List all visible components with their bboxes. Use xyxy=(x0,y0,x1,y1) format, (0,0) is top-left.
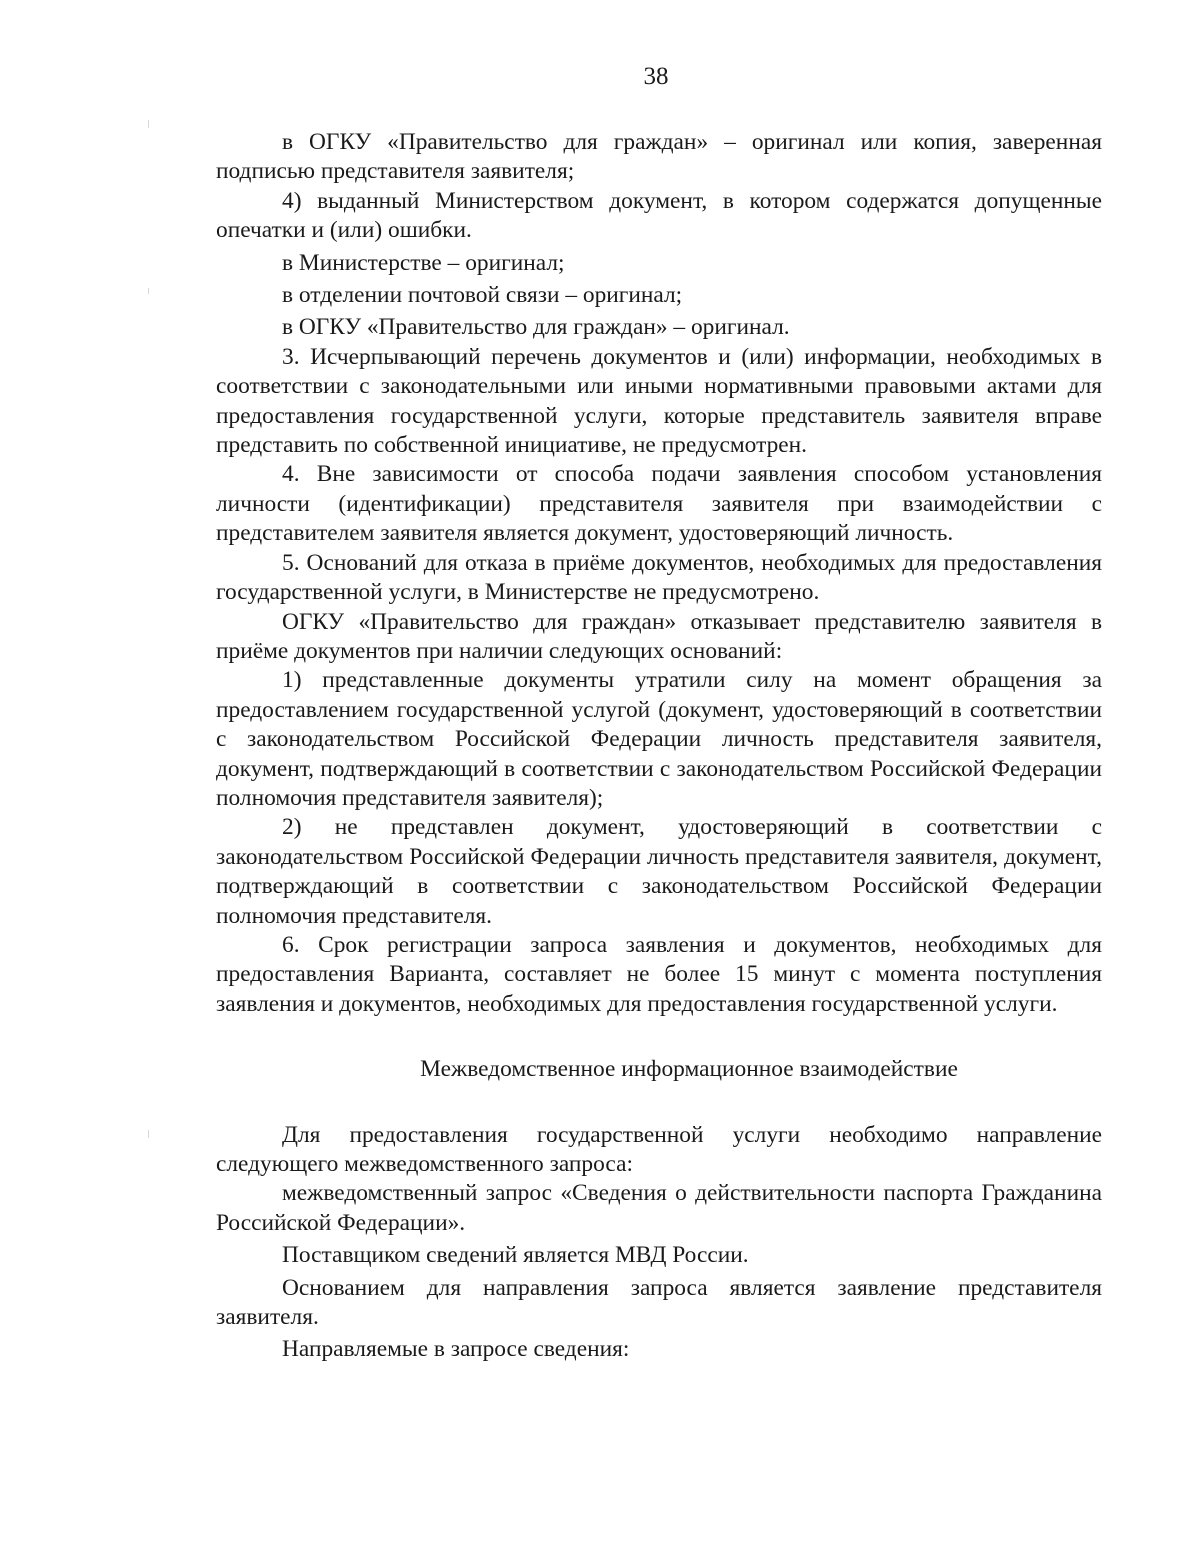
paragraph: 6. Срок регистрации запроса заявления и документов, необходимых для предоставления Варианта, составляет не более 15 минут с момента поступления заявления и документов, необходимых для предоставления государственной услуги. xyxy=(216,931,1102,1017)
paragraph: в отделении почтовой связи – оригинал; xyxy=(282,282,683,309)
paragraph: 5. Оснований для отказа в приёме документов, необходимых для предоставления государственной услуги, в Министерстве не предусмотрено. xyxy=(216,549,1102,606)
scan-edge-mark xyxy=(148,288,149,294)
paragraph: 2) не представлен документ, удостоверяющий в соответствии с законодательством Российской Федерации личность представителя заявителя, документ, подтверждающий в соответствии с законодательством Российской Федерации полномочия представителя. xyxy=(216,814,1102,929)
paragraph: Направляемые в запросе сведения: xyxy=(282,1336,630,1363)
paragraph: в Министерстве – оригинал; xyxy=(282,249,565,276)
scan-edge-mark xyxy=(148,120,149,128)
paragraph: Поставщиком сведений является МВД России. xyxy=(282,1242,749,1269)
paragraph: межведомственный запрос «Сведения о действительности паспорта Гражданина Российской Федерации». xyxy=(216,1180,1102,1236)
scan-edge-mark xyxy=(148,1130,149,1138)
paragraph: ОГКУ «Правительство для граждан» отказывает представителю заявителя в приёме документов при наличии следующих оснований: xyxy=(216,608,1102,664)
paragraph: Основанием для направления запроса является заявление представителя заявителя. xyxy=(216,1274,1102,1331)
paragraph: в ОГКУ «Правительство для граждан» – оригинал. xyxy=(282,314,790,341)
paragraph: 3. Исчерпывающий перечень документов и (или) информации, необходимых в соответствии с законодательными или иными нормативными правовыми актами для предоставления государственной услуги, которые представитель заявителя вправе представить по собственной инициативе, не предусмотрен. xyxy=(216,343,1102,459)
paragraph: 1) представленные документы утратили силу на момент обращения за предоставлением государственной услугой (документ, удостоверяющий в соответствии с законодательством Российской Федерации личность представителя заявителя, документ, подтверждающий в соответствии с законодательством Российской Федерации полномочия представителя заявителя); xyxy=(216,667,1102,811)
document-body xyxy=(216,128,1102,1365)
page-number: 38 xyxy=(643,63,669,90)
paragraph: 4) выданный Министерством документ, в котором содержатся допущенные опечатки и (или) ошибки. xyxy=(216,187,1102,244)
paragraph: в ОГКУ «Правительство для граждан» – оригинал или копия, заверенная подписью представителя заявителя; xyxy=(216,129,1102,185)
paragraph: Для предоставления государственной услуги необходимо направление следующего межведомственного запроса: xyxy=(216,1121,1102,1177)
section-heading: Межведомственное информационное взаимодействие xyxy=(420,1056,958,1083)
paragraph: 4. Вне зависимости от способа подачи заявления способом установления личности (идентификации) представителя заявителя при взаимодействии с представителем заявителя является документ, удостоверяющий личность. xyxy=(216,461,1102,547)
